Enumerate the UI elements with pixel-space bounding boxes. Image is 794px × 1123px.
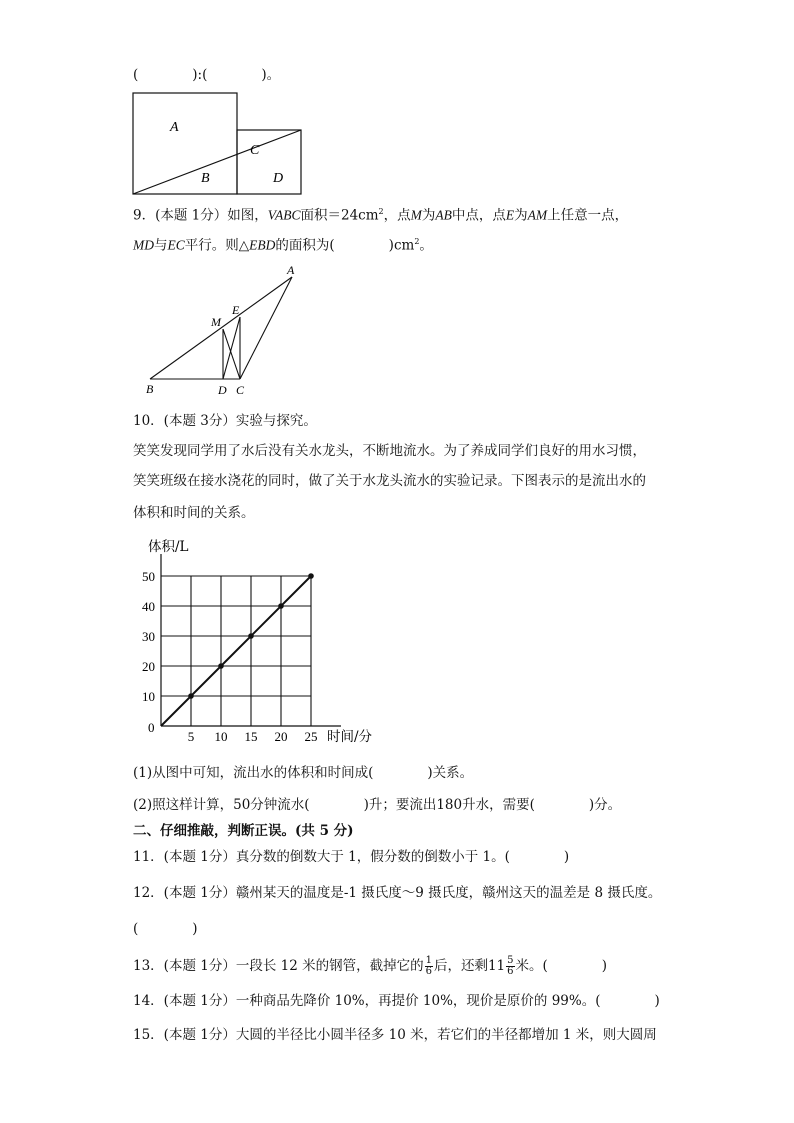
volume-time-chart xyxy=(0,530,794,750)
q11-text: 11．(本题 1分）真分数的倒数大于 1，假分数的倒数小于 1。( ) xyxy=(133,849,570,865)
fraction-one-sixth: $\frac{1}{6}$ xyxy=(425,955,432,977)
ratio-answer-line: ( ):( )。 xyxy=(133,67,281,83)
label-point-d: D xyxy=(218,383,227,397)
q10-title: 10．(本题 3分）实验与探究。 xyxy=(133,413,317,429)
label-point-c: C xyxy=(236,383,245,397)
figure-triangle-abc xyxy=(0,260,794,400)
q10-para1: 笑笑发现同学用了水后没有关水龙头，不断地流水。为了养成同学们良好的用水习惯， xyxy=(133,443,646,459)
x-tick-label: 5 xyxy=(187,729,195,744)
fraction-five-sixths: $\frac{5}{6}$ xyxy=(507,955,514,977)
label-point-m: M xyxy=(211,315,221,329)
y-tick-label: 10 xyxy=(142,689,155,704)
data-point xyxy=(278,603,284,609)
data-point xyxy=(248,633,254,639)
origin-label: 0 xyxy=(148,720,155,735)
q10-sub2: (2)照这样计算，50分钟流水( )升；要流出180升水，需要( )分。 xyxy=(133,797,622,813)
label-b: B xyxy=(201,171,210,186)
label-a: A xyxy=(170,120,179,135)
y-tick-label: 20 xyxy=(142,659,155,674)
data-point xyxy=(218,663,224,669)
q10-sub1: (1)从图中可知，流出水的体积和时间成( )关系。 xyxy=(133,765,474,781)
q12-text: 12．(本题 1分）赣州某天的温度是-1 摄氏度～9 摄氏度，赣州这天的温差是 8 摄氏度。 xyxy=(133,885,662,901)
q10-para2: 笑笑班级在接水浇花的同时，做了关于水龙头流水的实验记录。下图表示的是流出水的 xyxy=(133,473,646,489)
label-c: C xyxy=(250,143,260,158)
q14-text: 14．(本题 1分）一种商品先降价 10%，再提价 10%，现价是原价的 99%。( ) xyxy=(133,993,660,1009)
y-tick-label: 30 xyxy=(142,629,155,644)
data-point xyxy=(308,573,314,579)
y-tick-label: 40 xyxy=(142,599,155,614)
x-tick-label: 25 xyxy=(304,729,318,744)
label-d: D xyxy=(273,171,284,186)
q15-text: 15．(本题 1分）大圆的半径比小圆半径多 10 米，若它们的半径都增加 1 米，则大圆周 xyxy=(133,1027,657,1043)
data-point xyxy=(188,693,194,699)
series-line xyxy=(161,576,311,726)
label-point-a: A xyxy=(287,263,295,277)
x-axis-label: 时间/分 xyxy=(327,729,373,745)
label-point-b: B xyxy=(146,382,154,396)
q9-line2: MD与EC平行。则△EBD的面积为( )$cm^2$。 xyxy=(133,237,433,254)
x-tick-label: 15 xyxy=(244,729,258,744)
y-tick-label: 50 xyxy=(142,569,155,584)
figure-squares-abcd xyxy=(0,0,794,210)
x-tick-label: 10 xyxy=(214,729,228,744)
q13-text: 13．(本题 1分）一段长 12 米的钢管，截掉它的 $\frac{1}{6}$ 后，还剩11 $\frac{5}{6}$ 米。( ) xyxy=(133,955,608,977)
label-point-e: E xyxy=(232,303,240,317)
q12-blank: ( ) xyxy=(133,921,198,937)
y-axis-label: 体积/L xyxy=(148,539,189,555)
section2-heading: 二、仔细推敲，判断正误。(共 5 分) xyxy=(133,823,354,839)
x-tick-label: 20 xyxy=(274,729,288,744)
q9-line1: 9．(本题 1分）如图，VABC面积$=24cm^2$，点M为AB中点，点E为AM上任意一点， xyxy=(133,207,629,224)
q10-para3: 体积和时间的关系。 xyxy=(133,505,255,521)
